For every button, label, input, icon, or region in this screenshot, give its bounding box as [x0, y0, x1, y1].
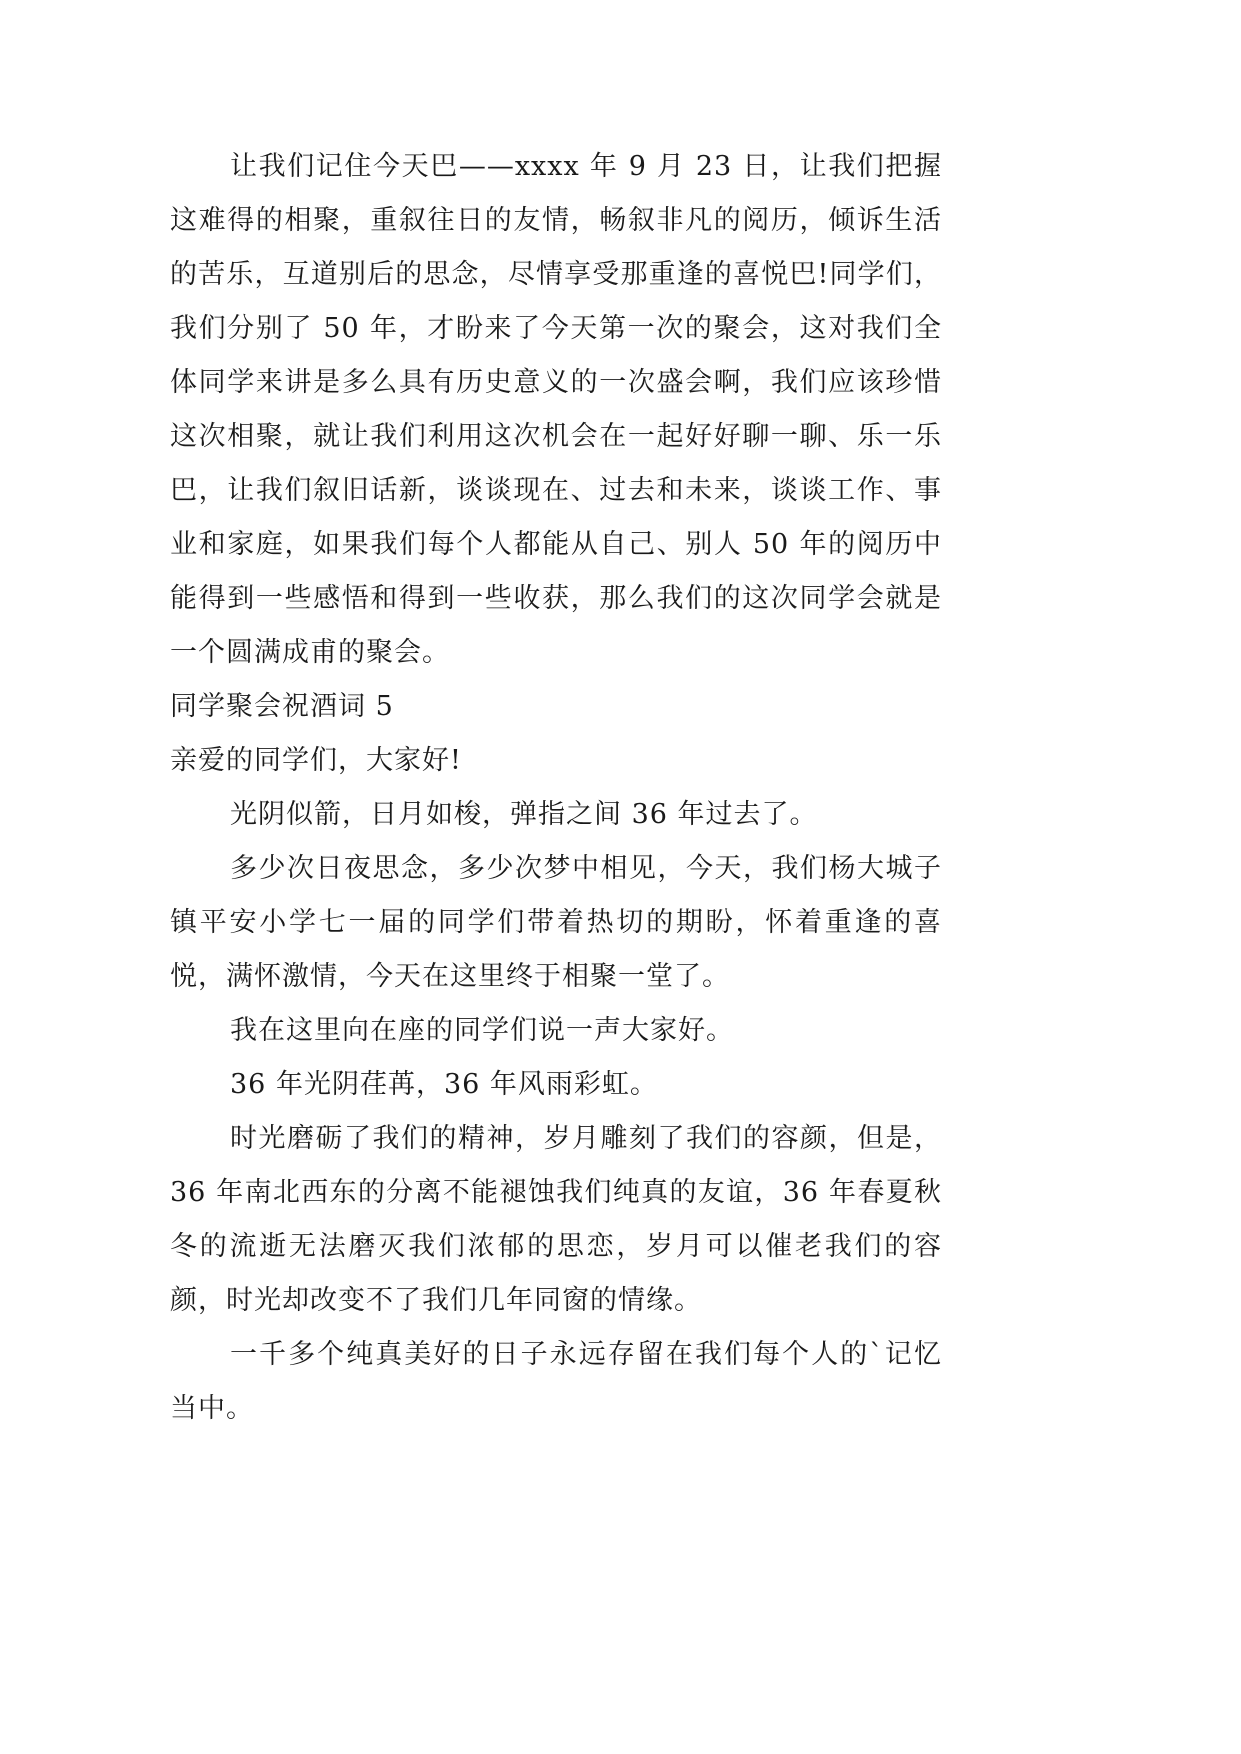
paragraph-friendship: 时光磨砺了我们的精神，岁月雕刻了我们的容颜，但是，36 年南北西东的分离不能褪蚀我们纯真的友谊，36 年春夏秋冬的流逝无法磨灭我们浓郁的思恋，岁月可以催老我们的容颜，时光却改变不了我们几年同窗的情缘。 — [170, 1123, 942, 1316]
greeting: 亲爱的同学们，大家好! — [170, 745, 462, 776]
section-heading: 同学聚会祝酒词 5 — [170, 691, 394, 722]
document-body — [170, 140, 942, 1436]
paragraph-gathering: 多少次日夜思念，多少次梦中相见，今天，我们杨大城子镇平安小学七一届的同学们带着热切的期盼，怀着重逢的喜悦，满怀激情，今天在这里终于相聚一堂了。 — [170, 853, 942, 992]
paragraph-hello: 我在这里向在座的同学们说一声大家好。 — [230, 1015, 734, 1046]
paragraph-years: 36 年光阴荏苒，36 年风雨彩虹。 — [230, 1069, 658, 1100]
paragraph-time-passed: 光阴似箭，日月如梭，弹指之间 36 年过去了。 — [230, 799, 818, 830]
paragraph-memories: 一千多个纯真美好的日子永远存留在我们每个人的`记忆当中。 — [170, 1339, 942, 1424]
paragraph-reunion-memory: 让我们记住今天巴——xxxx 年 9 月 23 日，让我们把握这难得的相聚，重叙往日的友情，畅叙非凡的阅历，倾诉生活的苦乐，互道别后的思念，尽情享受那重逢的喜悦巴!同学们，我们分别了 50 年，才盼来了今天第一次的聚会，这对我们全体同学来讲是多么具有历史意义的一次盛会啊，我们应该珍惜这次相聚，就让我们利用这次机会在一起好好聊一聊、乐一乐巴，让我们叙旧话新，谈谈现在、过去和未来，谈谈工作、事业和家庭，如果我们每个人都能从自己、别人 50 年的阅历中能得到一些感悟和得到一些收获，那么我们的这次同学会就是一个圆满成甫的聚会。 — [170, 151, 942, 668]
